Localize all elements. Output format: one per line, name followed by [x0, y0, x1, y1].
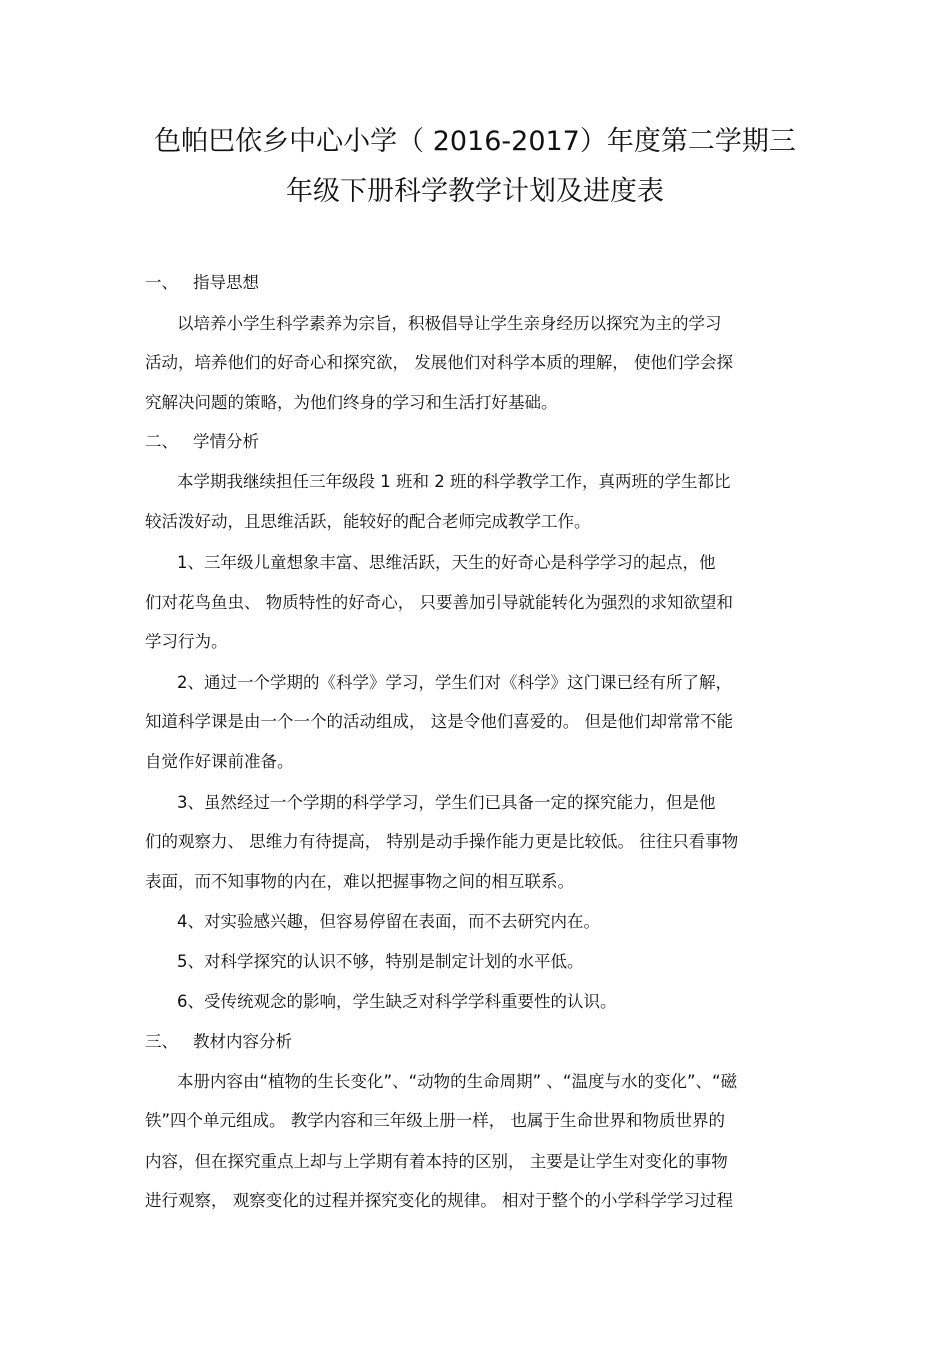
- section-title: 学情分析: [193, 432, 259, 451]
- paragraph-line: 6、受传统观念的影响，学生缺乏对科学学科重要性的认识。: [177, 992, 617, 1011]
- paragraph-line: 表面，而不知事物的内在，难以把握事物之间的相互联系。: [145, 872, 574, 891]
- paragraph-line: 学习行为。: [145, 632, 228, 651]
- section-title: 教材内容分析: [193, 1032, 292, 1051]
- section-number: 三、: [145, 1032, 178, 1051]
- paragraph-line: 3、虽然经过一个学期的科学学习，学生们已具备一定的探究能力，但是他: [177, 793, 716, 812]
- document-title-line-1: 色帕巴依乡中心小学（ 2016-2017）年度第二学期三: [154, 126, 796, 157]
- paragraph-line: 活动，培养他们的好奇心和探究欲， 发展他们对科学本质的理解， 使他们学会探: [145, 353, 733, 372]
- paragraph-line: 们对花鸟鱼虫、 物质特性的好奇心， 只要善加引导就能转化为强烈的求知欲望和: [145, 593, 733, 612]
- paragraph-line: 以培养小学生科学素养为宗旨，积极倡导让学生亲身经历以探究为主的学习: [177, 314, 722, 333]
- paragraph-line: 们的观察力、 思维力有待提高， 特别是动手操作能力更是比较低。 往往只看事物: [145, 832, 739, 851]
- paragraph-line: 4、对实验感兴趣，但容易停留在表面，而不去研究内在。: [177, 912, 600, 931]
- paragraph-line: 本册内容由“植物的生长变化”、“动物的生命周期” 、“温度与水的变化”、“磁: [177, 1072, 738, 1091]
- section-number: 一、: [145, 273, 178, 292]
- section-heading-textbook-analysis: [145, 1031, 292, 1053]
- section-heading-guiding-ideology: [145, 272, 259, 294]
- paragraph-line: 较活泼好动，且思维活跃，能较好的配合老师完成教学工作。: [145, 512, 591, 531]
- paragraph-line: 铁”四个单元组成。 教学内容和三年级上册一样， 也属于生命世界和物质世界的: [145, 1111, 726, 1130]
- paragraph-line: 进行观察， 观察变化的过程并探究变化的规律。 相对于整个的小学科学学习过程: [145, 1191, 733, 1210]
- paragraph-line: 2、通过一个学期的《科学》学习，学生们对《科学》这门课已经有所了解，: [177, 673, 732, 692]
- paragraph-line: 内容，但在探究重点上却与上学期有着本持的区别， 主要是让学生对变化的事物: [145, 1152, 728, 1171]
- section-title: 指导思想: [193, 273, 259, 292]
- paragraph-line: 知道科学课是由一个一个的活动组成， 这是令他们喜爱的。 但是他们却常常不能: [145, 712, 733, 731]
- section-number: 二、: [145, 432, 178, 451]
- paragraph-line: 1、三年级儿童想象丰富、思维活跃，天生的好奇心是科学学习的起点，他: [177, 553, 716, 572]
- document-title-line-2: 年级下册科学教学计划及进度表: [286, 176, 664, 207]
- section-heading-student-analysis: [145, 431, 259, 453]
- paragraph-line: 自觉作好课前准备。: [145, 752, 294, 771]
- paragraph-line: 本学期我继续担任三年级段 1 班和 2 班的科学教学工作，真两班的学生都比: [177, 472, 731, 491]
- paragraph-line: 5、对科学探究的认识不够，特别是制定计划的水平低。: [177, 952, 584, 971]
- paragraph-line: 究解决问题的策略，为他们终身的学习和生活打好基础。: [145, 393, 558, 412]
